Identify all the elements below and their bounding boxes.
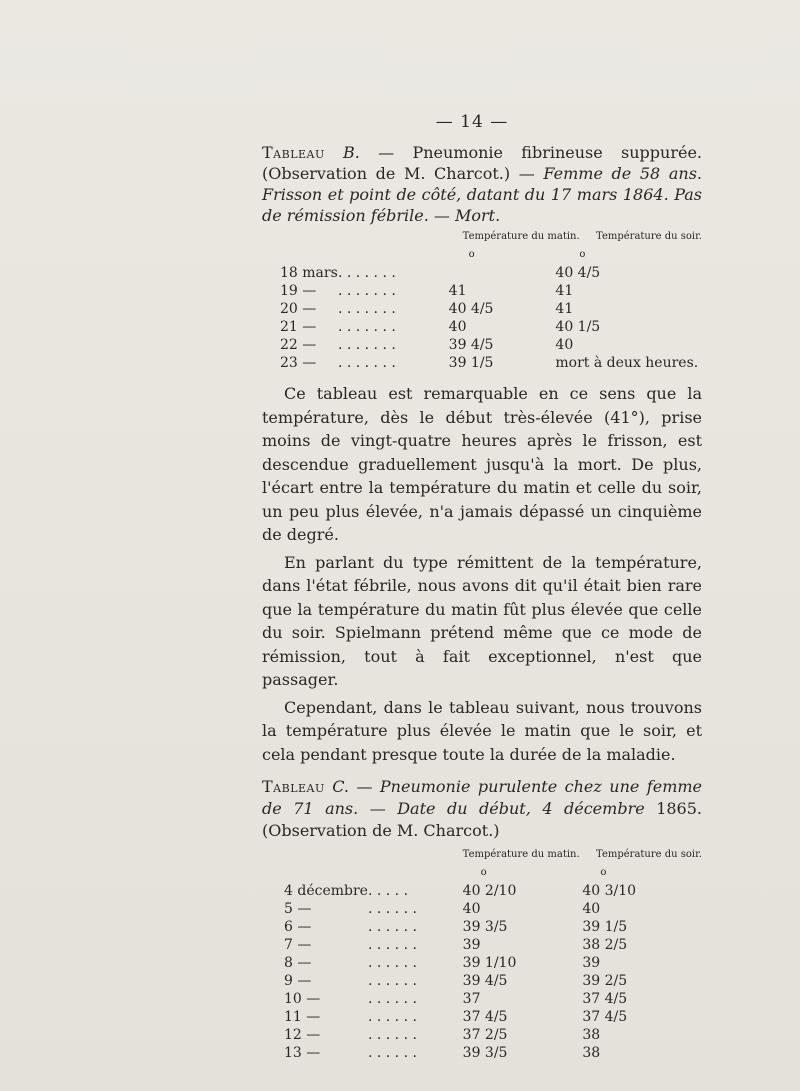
cell-dots: . . . . . . — [367, 1009, 417, 1025]
cell-dots: . . . . . . — [367, 919, 417, 935]
table-row — [284, 954, 702, 972]
tableau-b-heading — [262, 142, 702, 226]
table-row — [284, 990, 702, 1008]
table-row — [280, 264, 702, 282]
cell-soir: 38 2/5 — [582, 937, 628, 953]
cell-dots: . . . . . . . — [337, 355, 396, 371]
table-row — [280, 336, 702, 354]
cell-day: 11 — — [284, 1009, 321, 1025]
tableau-b-table — [280, 228, 702, 372]
tableau-b-letter: B. — [343, 143, 360, 162]
table-row — [284, 936, 702, 954]
table-row — [280, 354, 702, 372]
cell-matin: 37 — [462, 991, 481, 1007]
tableau-b-degree-row — [280, 246, 702, 264]
cell-dots: . . . . . . — [367, 991, 417, 1007]
cell-matin: 40 2/10 — [462, 883, 517, 899]
tableau-b-title: — Pneumonie fibrineuse suppurée. (Observation de M. Charcot.) — — [262, 143, 702, 183]
paragraph-3: Cependant, dans le tableau suivant, nous trouvons la température plus élevée le matin que le soir, et cela pendant presque toute la durée de la maladie. — [262, 697, 702, 764]
cell-soir: 40 4/5 — [555, 265, 601, 281]
cell-soir: 38 — [582, 1027, 601, 1043]
cell-day: 22 — — [280, 337, 317, 353]
cell-soir: 41 — [555, 301, 574, 317]
cell-matin: 39 1/5 — [448, 355, 494, 371]
cell-soir: 37 4/5 — [582, 991, 628, 1007]
table-row — [284, 882, 702, 900]
cell-dots: . . . . . . — [367, 973, 417, 989]
cell-dots: . . . . . — [367, 883, 409, 899]
table-row — [284, 972, 702, 990]
tableau-c-col-soir: Température du soir. — [596, 849, 702, 860]
tableau-b-col-soir: Température du soir. — [596, 231, 702, 242]
degree-sign-matin: o — [480, 867, 487, 878]
table-row — [284, 900, 702, 918]
cell-matin: 41 — [448, 283, 467, 299]
cell-matin: 40 — [448, 319, 467, 335]
cell-soir: 41 — [555, 283, 574, 299]
cell-dots: . . . . . . — [367, 1045, 417, 1061]
tableau-c-column-headers — [284, 846, 702, 864]
degree-sign-soir: o — [579, 249, 586, 260]
cell-matin — [449, 264, 556, 282]
cell-matin: 40 — [462, 901, 481, 917]
cell-day: 13 — — [284, 1045, 321, 1061]
cell-matin: 37 2/5 — [462, 1027, 508, 1043]
paragraph-2: En parlant du type rémittent de la température, dans l'état fébrile, nous avons dit qu'il était bien rare que la température du matin fût plus élevée que celle du soir. Spielmann prétend même que ce mode de rémission, tout à fait exceptionnel, n'est que passager. — [262, 552, 702, 689]
cell-matin: 39 3/5 — [462, 919, 508, 935]
tableau-b-column-headers — [280, 228, 702, 246]
cell-dots: . . . . . . . — [337, 265, 396, 281]
cell-soir: 40 1/5 — [555, 319, 601, 335]
cell-matin: 39 3/5 — [462, 1045, 508, 1061]
cell-dots: . . . . . . . — [337, 319, 396, 335]
tableau-c-title-tail: 1865. (Observation de M. Charcot.) — [262, 799, 702, 840]
cell-soir: 37 4/5 — [582, 1009, 628, 1025]
cell-dots: . . . . . . — [367, 901, 417, 917]
table-row — [284, 1008, 702, 1026]
tableau-b-col-matin: Température du matin. — [462, 231, 580, 242]
body-text — [262, 382, 702, 766]
cell-day: 4 décembre — [284, 883, 368, 899]
tableau-c-label: Tableau — [262, 777, 325, 796]
cell-soir: 39 2/5 — [582, 973, 628, 989]
cell-soir: 39 — [582, 955, 601, 971]
cell-day: 20 — — [280, 301, 317, 317]
cell-day: 6 — — [284, 919, 312, 935]
cell-soir: mort à deux heures. — [555, 355, 699, 371]
degree-sign-matin: o — [468, 249, 475, 260]
cell-matin: 39 4/5 — [462, 973, 508, 989]
cell-day: 7 — — [284, 937, 312, 953]
cell-day: 9 — — [284, 973, 312, 989]
cell-day: 10 — — [284, 991, 321, 1007]
cell-soir: 38 — [582, 1045, 601, 1061]
table-row — [284, 1044, 702, 1062]
cell-day: 8 — — [284, 955, 312, 971]
table-row — [284, 918, 702, 936]
cell-dots: . . . . . . . — [337, 301, 396, 317]
cell-soir: 40 — [555, 337, 574, 353]
cell-dots: . . . . . . . — [337, 337, 396, 353]
tableau-c-heading — [262, 776, 702, 842]
cell-day: 21 — — [280, 319, 317, 335]
cell-day: 19 — — [280, 283, 317, 299]
cell-day: 5 — — [284, 901, 312, 917]
tableau-c-table — [284, 846, 702, 1062]
cell-matin: 39 1/10 — [462, 955, 517, 971]
cell-dots: . . . . . . — [367, 955, 417, 971]
table-row — [280, 300, 702, 318]
page-content — [262, 112, 702, 1062]
tableau-c-degree-row — [284, 864, 702, 882]
tableau-c-title: Pneumonie purulente chez une femme de 71 ans. — Date du début, 4 décembre — [262, 777, 703, 818]
cell-soir: 40 — [582, 901, 601, 917]
cell-soir: 40 3/10 — [582, 883, 637, 899]
cell-dots: . . . . . . — [367, 937, 417, 953]
cell-day: 12 — — [284, 1027, 321, 1043]
cell-matin: 39 — [462, 937, 481, 953]
tableau-c-letter: C. — [332, 777, 349, 796]
cell-day: 23 — — [280, 355, 317, 371]
table-row — [284, 1026, 702, 1044]
tableau-b-subtitle: Femme de 58 ans. Frisson et point de côté, datant du 17 mars 1864. Pas de rémission fébrile. — Mort. — [262, 164, 703, 225]
cell-soir: 39 1/5 — [582, 919, 628, 935]
cell-matin: 37 4/5 — [462, 1009, 508, 1025]
tableau-c-dash: — — [348, 777, 380, 796]
cell-matin: 40 4/5 — [448, 301, 494, 317]
cell-dots: . . . . . . . — [337, 283, 396, 299]
degree-sign-soir: o — [600, 867, 607, 878]
paragraph-1: Ce tableau est remarquable en ce sens que la température, dès le début très-élevée (41°), prise moins de vingt-quatre heures après le frisson, est descendue graduellement jusqu'à la mort. De plus, l'écart entre la température du matin et celle du soir, un peu plus élevée, n'a jamais dépassé un cinquième de degré. — [262, 384, 702, 544]
tableau-c-col-matin: Température du matin. — [462, 849, 580, 860]
cell-dots: . . . . . . — [367, 1027, 417, 1043]
cell-day: 18 mars — [280, 265, 338, 281]
page-number: — 14 — — [435, 112, 509, 132]
table-row — [280, 282, 702, 300]
cell-matin: 39 4/5 — [448, 337, 494, 353]
table-row — [280, 318, 702, 336]
tableau-b-label: Tableau — [262, 143, 325, 162]
